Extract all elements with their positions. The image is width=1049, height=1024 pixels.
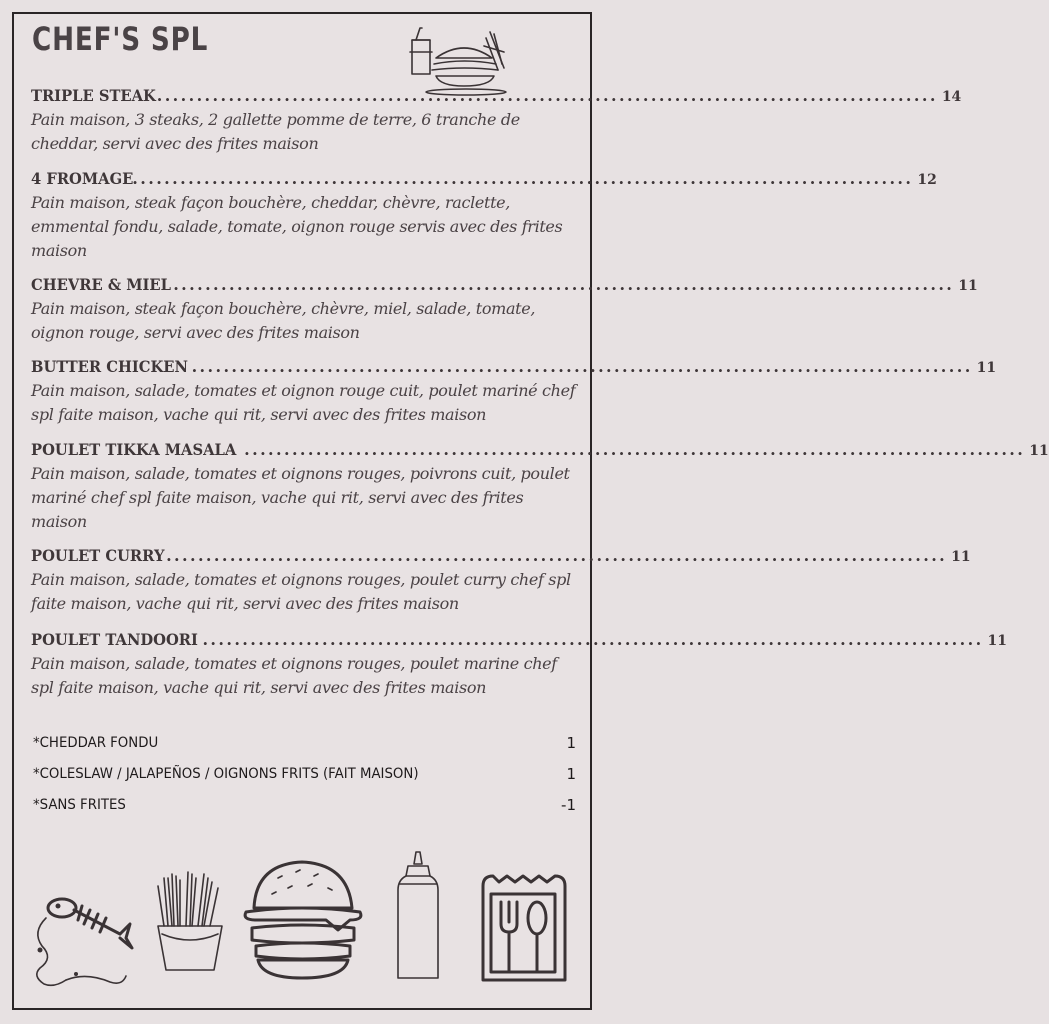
leader-dots: .................................................................................................. [132,169,914,188]
item-description: Pain maison, 3 steaks, 2 gallette pomme de terre, 6 tranche de cheddar, servi avec des frites maison [31,110,520,153]
item-description: Pain maison, salade, tomates et oignons rouges, poivrons cuit, poulet mariné chef spl faite maison, vache qui rit, servi avec des frites maison [31,464,570,531]
fish-bone-icon [26,888,136,994]
menu-item [31,169,937,263]
item-price: 11 [976,360,997,376]
fries-icon [152,872,228,974]
extra-label: *COLESLAW / JALAPEÑOS / OIGNONS FRITS (FAIT MAISON) [33,765,419,782]
item-name: POULET CURRY [31,546,165,565]
extra-row [33,758,576,789]
extras-list [33,727,576,820]
item-price: 14 [941,89,962,105]
extra-price: 1 [566,733,576,752]
leader-dots: .................................................................................................. [244,440,1026,459]
leader-dots: .................................................................................................. [191,357,973,376]
item-price: 11 [987,633,1008,649]
menu-item [31,630,1008,700]
menu-item [31,440,1049,534]
item-name: BUTTER CHICKEN [31,357,188,376]
item-price: 11 [951,549,971,565]
item-name: 4 FROMAGE [31,169,134,188]
extra-label: *CHEDDAR FONDU [33,734,159,751]
item-price: 11 [1029,443,1049,459]
cutlery-bag-icon [477,872,569,984]
leader-dots: .................................................................................................. [202,630,984,649]
menu-item [31,357,997,427]
item-description: Pain maison, salade, tomates et oignon rouge cuit, poulet mariné chef spl faite maison, vache qui rit, servi avec des frites maison [31,381,576,424]
item-name: POULET TIKKA MASALA [31,440,237,459]
item-description: Pain maison, salade, tomates et oignons rouges, poulet curry chef spl faite maison, vache qui rit, servi avec des frites maison [31,570,571,613]
menu-item [31,275,978,345]
menu-title: CHEF'S SPL [32,20,209,58]
extra-row [33,789,576,820]
extra-row [33,727,576,758]
item-name: CHEVRE & MIEL [31,275,172,294]
menu-item [31,86,962,156]
sauce-bottle-icon [392,850,444,982]
item-price: 12 [917,172,937,188]
extra-label: *SANS FRITES [33,796,126,813]
item-description: Pain maison, salade, tomates et oignons rouges, poulet marine chef spl faite maison, vache qui rit, servi avec des frites maison [31,654,557,697]
extra-price: -1 [561,795,576,814]
leader-dots: .................................................................................................. [166,546,948,565]
item-description: Pain maison, steak façon bouchère, cheddar, chèvre, raclette, emmental fondu, salade, tomate, oignon rouge servis avec des frites maison [31,193,563,260]
leader-dots: .................................................................................................. [156,86,938,105]
leader-dots: .................................................................................................. [173,275,955,294]
item-name: TRIPLE STEAK [31,86,156,105]
burger-icon [238,858,368,982]
item-price: 11 [958,278,978,294]
item-description: Pain maison, steak façon bouchère, chèvre, miel, salade, tomate, oignon rouge, servi avec des frites maison [31,299,536,342]
item-name: POULET TANDOORI [31,630,198,649]
menu-item [31,546,971,616]
extra-price: 1 [566,764,576,783]
